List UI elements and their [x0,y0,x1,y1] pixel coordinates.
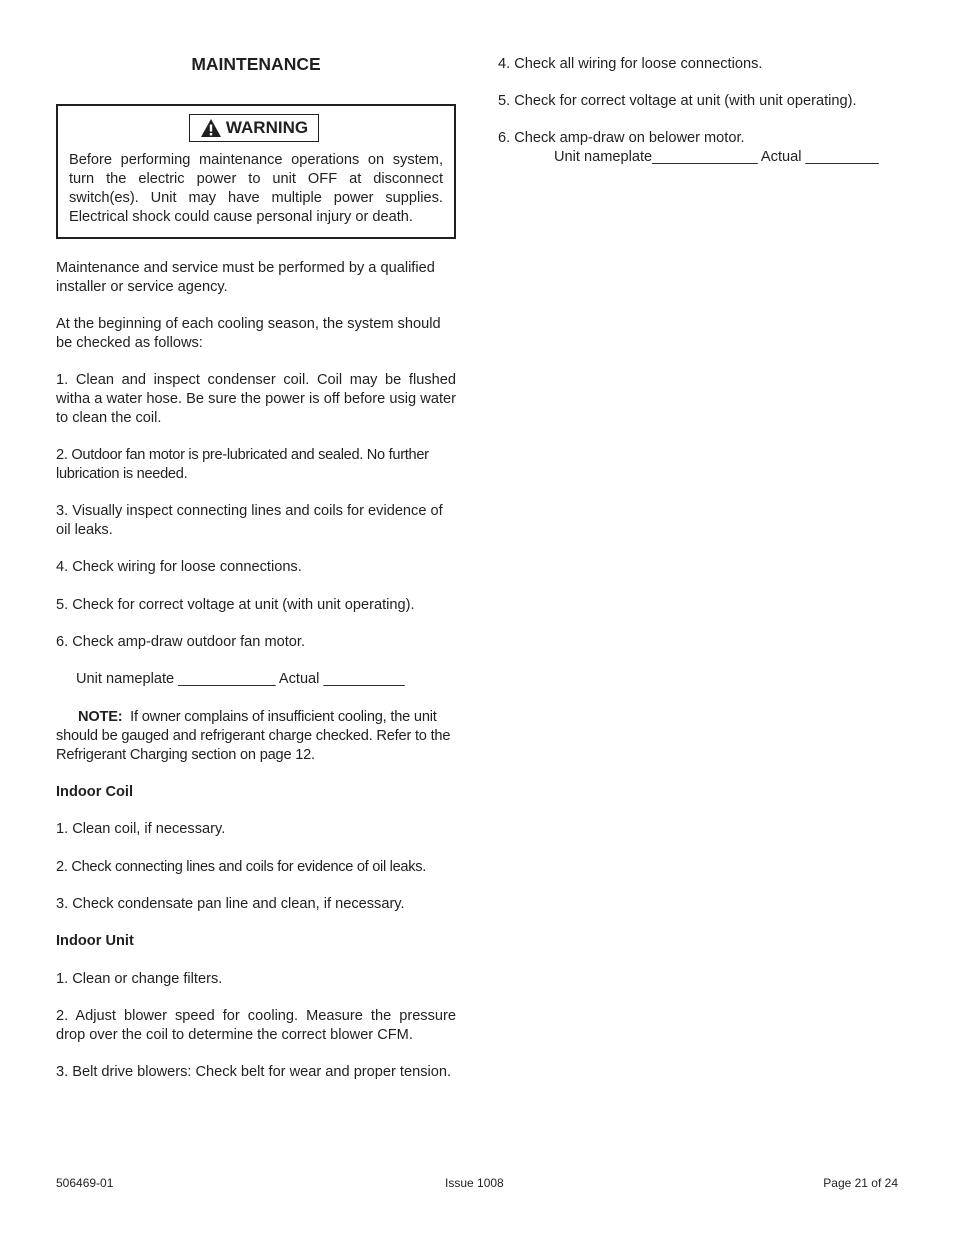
unit-item-2: 2. Adjust blower speed for cooling. Measure the pressure drop over the coil to determine the correct blower CFM. [56,1008,456,1043]
season-paragraph: At the beginning of each cooling season, the system should be checked as follows: [56,316,441,351]
indoor-unit-heading: Indoor Unit [56,933,134,949]
warning-box [56,104,456,239]
list-item-2: 2. Outdoor fan motor is pre-lubricated and sealed. No further lubrication is needed. [56,447,429,482]
right-item-4: 4. Check all wiring for loose connections. [498,56,763,72]
list-item-3: 3. Visually inspect connecting lines and coils for evidence of oil leaks. [56,503,443,538]
footer-page-number: Page 21 of 24 [823,1176,898,1190]
footer-issue: Issue 1008 [445,1176,504,1190]
warning-label-text: WARNING [225,118,309,137]
warning-label [189,114,319,142]
intro-paragraph: Maintenance and service must be performed by a qualified installer or service agency. [56,260,435,295]
note-text: If owner complains of insufficient cooling, the unit should be gauged and refrigerant charge checked. Refer to the Refrigerant Charging section on page 12. [56,709,451,763]
right-item-5: 5. Check for correct voltage at unit (with unit operating). [498,93,857,109]
list-item-4: 4. Check wiring for loose connections. [56,559,302,575]
section-title: MAINTENANCE [191,54,321,74]
note-label: NOTE: [78,709,123,725]
coil-item-2: 2. Check connecting lines and coils for evidence of oil leaks. [56,859,426,875]
list-item-5: 5. Check for correct voltage at unit (with unit operating). [56,597,415,613]
list-item-1: 1. Clean and inspect condenser coil. Coil may be flushed witha a water hose. Be sure the power is off before usig water to clean the coil. [56,372,456,426]
nameplate-line: Unit nameplate ____________ Actual __________ [76,671,405,687]
warning-triangle-icon [200,118,222,138]
unit-item-3: 3. Belt drive blowers: Check belt for wear and proper tension. [56,1064,452,1080]
coil-item-3: 3. Check condensate pan line and clean, if necessary. [56,896,405,912]
warning-text: Before performing maintenance operations on system, turn the electric power to unit OFF at disconnect switch(es). Unit may have multiple power supplies. Electrical shock could cause personal injury or death. [69,152,443,225]
right-item-6: 6. Check amp-draw on belower motor. [498,130,745,146]
footer-part-number: 506469-01 [56,1176,114,1190]
right-nameplate-line: Unit nameplate_____________ Actual _________ [554,149,879,165]
indoor-coil-heading: Indoor Coil [56,784,134,800]
unit-item-1: 1. Clean or change filters. [56,971,223,987]
note-paragraph [56,708,456,765]
coil-item-1: 1. Clean coil, if necessary. [56,821,226,837]
list-item-6: 6. Check amp-draw outdoor fan motor. [56,634,306,650]
